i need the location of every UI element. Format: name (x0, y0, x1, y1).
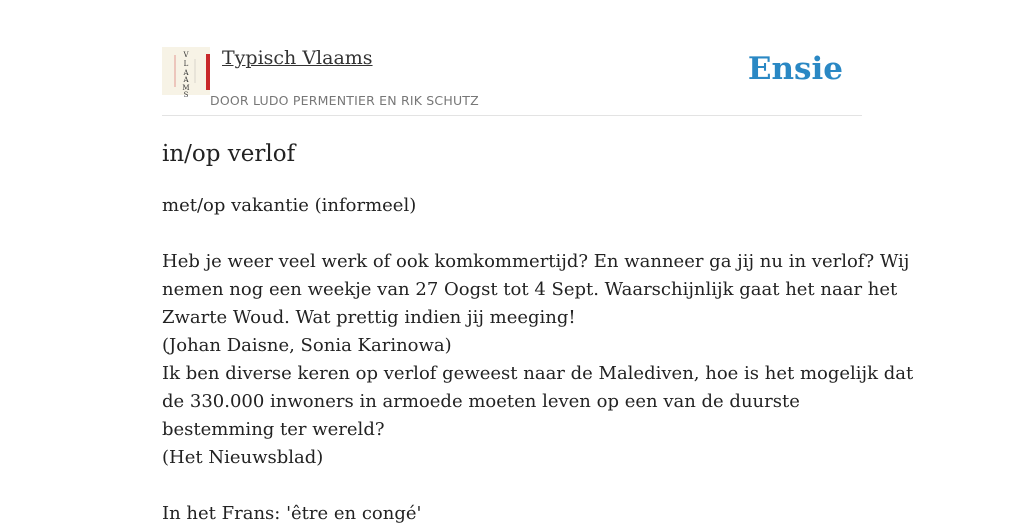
entry-definition: met/op vakantie (informeel) (162, 195, 417, 216)
source-title-link[interactable]: Typisch Vlaams (222, 47, 373, 69)
example-2-line-2: de 330.000 inwoners in armoede moeten leven op een van de duurste (162, 391, 800, 412)
page-container (162, 0, 914, 524)
french-note: In het Frans: 'être en congé' (162, 503, 422, 524)
logo-letter-s: S (183, 91, 189, 99)
paragraph-spacer (162, 220, 862, 248)
example-2-source: (Het Nieuwsblad) (162, 447, 324, 468)
typisch-vlaams-logo[interactable] (162, 47, 210, 99)
source-header (162, 0, 862, 116)
logo-icon (162, 47, 210, 99)
example-1-line-1: Heb je weer veel werk of ook komkommertijd? En wanneer ga jij nu in verlof? Wij (162, 251, 910, 272)
source-authors: DOOR LUDO PERMENTIER EN RIK SCHUTZ (210, 93, 479, 108)
entry-term: in/op verlof (162, 141, 296, 167)
logo-red-accent (206, 54, 210, 90)
paragraph-spacer (162, 472, 862, 500)
logo-letter-m: M (182, 84, 190, 92)
logo-letter-l: L (183, 60, 189, 68)
logo-letter-a-2: A (183, 76, 189, 84)
logo-letter-v: V (183, 51, 189, 59)
example-2-line-1: Ik ben diverse keren op verlof geweest naar de Malediven, hoe is het mogelijk dat (162, 363, 914, 384)
entry-content (162, 192, 914, 528)
ensie-brand-link[interactable]: Ensie (747, 51, 843, 87)
example-1-line-3: Zwarte Woud. Wat prettig indien jij meeging! (162, 307, 576, 328)
example-1-line-2: nemen nog een weekje van 27 Oogst tot 4 Sept. Waarschijnlijk gaat het naar het (162, 279, 898, 300)
example-1-source: (Johan Daisne, Sonia Karinowa) (162, 335, 452, 356)
logo-letter-a-1: A (183, 69, 189, 77)
example-2-line-3: bestemming ter wereld? (162, 419, 385, 440)
header-divider (162, 115, 862, 116)
